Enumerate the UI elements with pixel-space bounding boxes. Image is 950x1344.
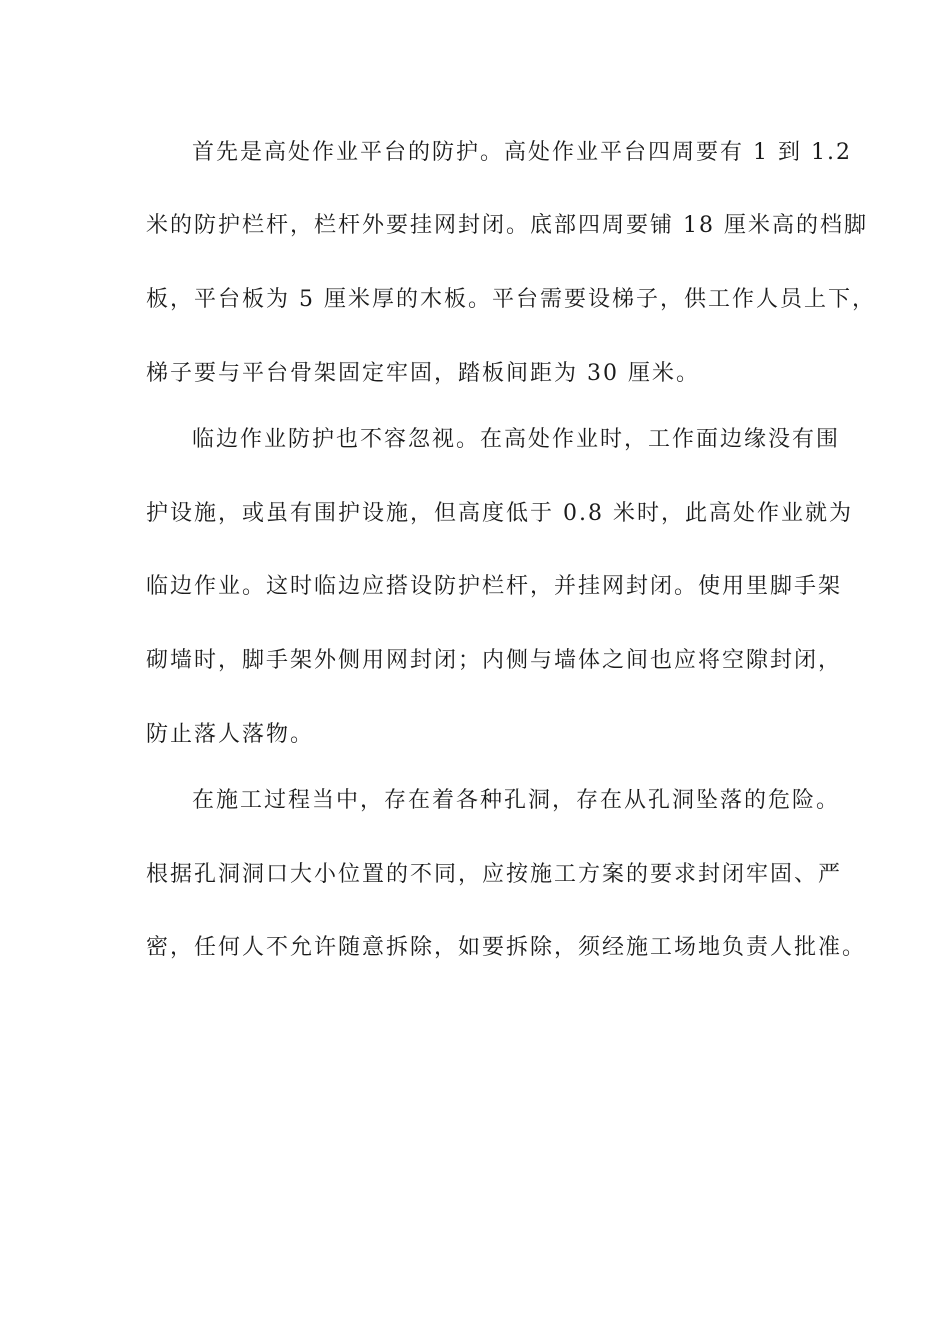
paragraph-1-line-4: 梯子要与平台骨架固定牢固，踏板间距为 30 厘米。	[146, 361, 700, 386]
paragraph-1-line-2: 米的防护栏杆，栏杆外要挂网封闭。底部四周要铺 18 厘米高的档脚	[146, 213, 868, 238]
paragraph-2-line-4: 砌墙时，脚手架外侧用网封闭；内侧与墙体之间也应将空隙封闭，	[146, 648, 843, 673]
paragraph-2-line-5: 防止落人落物。	[146, 722, 315, 747]
paragraph-1-line-1: 首先是高处作业平台的防护。高处作业平台四周要有 1 到 1.2	[192, 140, 852, 165]
paragraph-3-line-3: 密，任何人不允许随意拆除，如要拆除，须经施工场地负责人批准。	[146, 935, 867, 960]
paragraph-3-line-1: 在施工过程当中，存在着各种孔洞，存在从孔洞坠落的危险。	[192, 788, 841, 813]
paragraph-2-line-2: 护设施，或虽有围护设施，但高度低于 0.8 米时，此高处作业就为	[146, 501, 853, 526]
paragraph-1-line-3: 板，平台板为 5 厘米厚的木板。平台需要设梯子，供工作人员上下，	[146, 287, 876, 312]
paragraph-2-line-1: 临边作业防护也不容忽视。在高处作业时，工作面边缘没有围	[192, 427, 841, 452]
paragraph-3-line-2: 根据孔洞洞口大小位置的不同，应按施工方案的要求封闭牢固、严	[146, 862, 843, 887]
paragraph-2-line-3: 临边作业。这时临边应搭设防护栏杆，并挂网封闭。使用里脚手架	[146, 574, 843, 599]
